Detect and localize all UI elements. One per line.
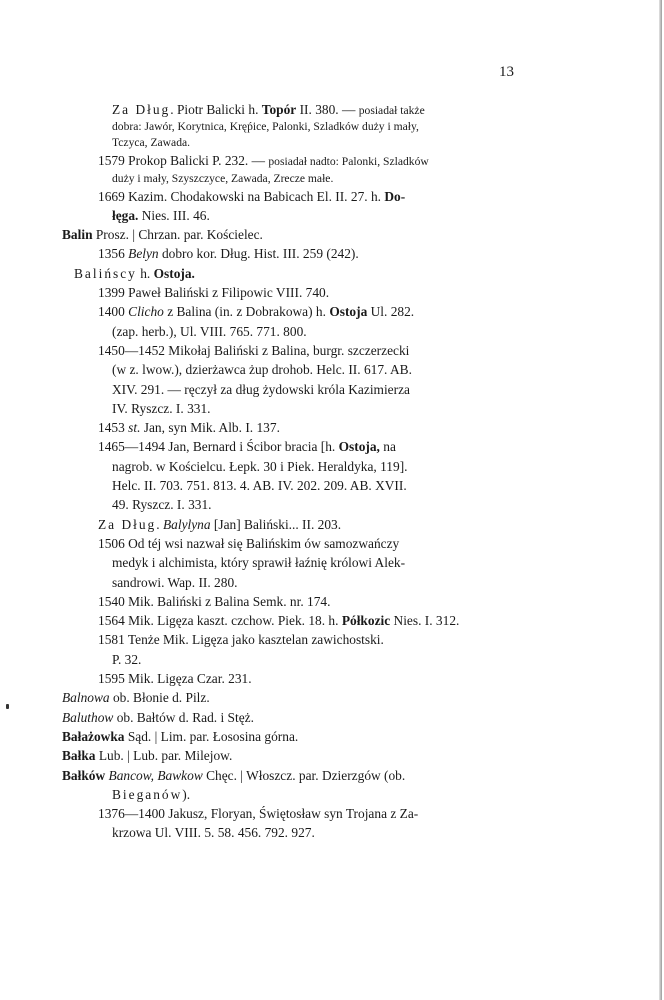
text-segment: 1669 Kazim. Chodakowski na Babicach El. II. 27. h. — [98, 188, 385, 204]
text-segment: dobra: Jawór, Korytnica, Kręṕice, Palonki, Szladków duży i mały, — [112, 120, 419, 134]
text-line — [62, 171, 514, 187]
text-segment: Za Dług — [112, 102, 171, 117]
text-segment: Lub. | Lub. par. Milejow. — [95, 748, 233, 764]
text-segment: Belyn — [128, 246, 159, 262]
text-segment: Helc. II. 703. 751. 813. 4. AB. IV. 202. 209. AB. XVII. — [112, 478, 407, 494]
text-segment: Balińscy — [74, 265, 137, 281]
text-segment: P. 32. — [112, 651, 142, 667]
page-number: 13 — [499, 64, 514, 80]
text-segment: Sąd. | Lim. par. Łososina górna. — [124, 728, 299, 744]
text-segment: posiadał także — [358, 104, 425, 117]
text-segment: Bancow, Bawkow — [108, 767, 203, 783]
text-segment: XIV. 291. — ręczył za dług żydowski króla Kazimierza — [112, 381, 410, 397]
text-line — [62, 669, 514, 688]
text-segment: 1376—1400 Jakusz, Floryan, Świętosław syn Trojana z Za- — [98, 806, 419, 822]
text-segment: Półkozic — [341, 613, 391, 629]
text-segment: Chęc. | Włoszcz. par. Dzierzgów (ob. — [202, 767, 406, 783]
text-segment: 1595 Mik. Ligęza Czar. 231. — [98, 671, 252, 687]
text-segment: Bałażowka — [62, 728, 125, 744]
text-segment: Bałków — [62, 767, 106, 783]
text-segment: Do- — [384, 188, 406, 204]
text-segment: Bałka — [62, 748, 96, 764]
text-line — [62, 727, 514, 746]
text-segment: Ostoja — [329, 304, 368, 320]
text-segment: Za Dług — [98, 516, 157, 532]
text-segment: Prosz. | Chrzan. par. Kościelec. — [92, 227, 263, 243]
text-line — [62, 823, 514, 842]
text-line — [62, 399, 514, 418]
text-segment: 49. Ryszcz. I. 331. — [112, 497, 212, 513]
text-segment: Balin — [62, 227, 93, 243]
text-segment: ob. Błonie d. Pilz. — [109, 690, 210, 706]
text-line — [62, 476, 514, 495]
text-line — [62, 746, 514, 765]
text-segment: 1450—1452 Mikołaj Baliński z Balina, burgr. szczerzecki — [98, 342, 410, 358]
text-segment: 1465—1494 Jan, Bernard i Ścibor bracia [h. — [98, 439, 339, 455]
text-segment: 1399 Paweł Baliński z Filipowic VIII. 740. — [98, 285, 330, 301]
text-segment: h. — [136, 265, 154, 281]
text-segment: II. 380. — — [296, 102, 359, 117]
text-line — [62, 302, 514, 321]
text-segment: dobro kor. Dług. Hist. III. 259 (242). — [158, 246, 359, 262]
text-line — [62, 573, 514, 592]
text-segment: Ostoja, — [338, 439, 380, 455]
text-line — [62, 418, 514, 437]
text-segment: posiadał nadto: Palonki, Szladków — [268, 155, 429, 169]
text-line — [62, 360, 514, 379]
text-segment: duży i mały, Szyszczyce, Zawada, Zrecze małe. — [112, 171, 334, 185]
text-line — [62, 650, 514, 669]
text-segment: Nies. III. 46. — [138, 207, 210, 223]
text-segment: Balnowa — [62, 690, 110, 706]
scan-edge-shadow — [659, 0, 662, 1000]
text-segment: Baluthow — [62, 709, 114, 725]
text-segment: nagrob. w Kościelcu. Łepk. 30 i Piek. Heraldyka, 119]. — [112, 458, 408, 474]
text-segment: 1581 Tenże Mik. Ligęza jako kasztelan zawichostski. — [98, 632, 384, 648]
text-segment: . — [156, 516, 163, 532]
text-segment: (w z. lwow.), dzierżawca żup drohob. Helc. II. 617. AB. — [112, 362, 412, 378]
text-line — [62, 515, 514, 534]
text-segment: łęga. — [112, 207, 139, 223]
text-line — [62, 119, 514, 135]
text-line — [62, 766, 514, 785]
text-segment: Clicho — [128, 304, 164, 320]
text-line — [62, 785, 514, 804]
text-line — [62, 151, 514, 170]
text-line — [62, 283, 514, 302]
text-line — [62, 688, 514, 707]
text-segment: 1453 — [98, 420, 129, 436]
text-line — [62, 495, 514, 514]
text-segment: Balylyna — [162, 516, 211, 532]
text-segment: [Jan] Baliński... II. 203. — [210, 516, 342, 532]
entries-text — [62, 100, 514, 843]
text-line — [62, 244, 514, 263]
text-line — [62, 534, 514, 553]
text-segment: Bieganów — [112, 786, 183, 802]
text-segment: na — [379, 439, 396, 455]
text-segment: 1540 Mik. Baliński z Balina Semk. nr. 174. — [98, 593, 331, 609]
text-segment: z Balina (in. z Dobrakowa) h. — [163, 304, 330, 320]
text-segment: 1356 — [98, 246, 129, 262]
text-segment: 1564 Mik. Ligęza kaszt. czchow. Piek. 18. h. — [98, 613, 342, 629]
text-line — [62, 611, 514, 630]
text-segment: ). — [182, 786, 191, 802]
text-segment: sandrowi. Wap. II. 280. — [112, 574, 238, 590]
text-segment: Jan, syn Mik. Alb. I. 137. — [140, 420, 280, 436]
text-segment: Nies. I. 312. — [390, 613, 460, 629]
text-line — [62, 708, 514, 727]
text-line — [62, 341, 514, 360]
text-line — [62, 380, 514, 399]
text-segment: krzowa Ul. VIII. 5. 58. 456. 792. 927. — [112, 825, 315, 841]
text-segment: IV. Ryszcz. I. 331. — [112, 400, 211, 416]
text-segment: . Piotr Balicki h. — [170, 102, 262, 117]
text-line — [62, 457, 514, 476]
text-segment: Ostoja. — [153, 265, 195, 281]
text-segment: Topór — [261, 102, 297, 117]
text-line — [62, 206, 514, 225]
text-line — [62, 100, 514, 119]
text-line — [62, 553, 514, 572]
text-line — [62, 135, 514, 151]
text-line — [62, 592, 514, 611]
text-segment: 1506 Od téj wsi nazwał się Balińskim ów samozwańczy — [98, 535, 400, 551]
text-segment: 1579 Prokop Balicki P. 232. — — [98, 153, 269, 169]
text-line — [62, 187, 514, 206]
text-line — [62, 804, 514, 823]
text-segment: st. — [128, 420, 141, 436]
text-line — [62, 264, 514, 283]
margin-dot — [6, 704, 9, 709]
text-line — [62, 630, 514, 649]
text-segment: (zap. herb.), Ul. VIII. 765. 771. 800. — [112, 323, 307, 339]
text-line — [62, 322, 514, 341]
text-line — [62, 225, 514, 244]
text-segment: medyk i alchimista, który sprawił łaźnię królowi Alek- — [112, 555, 406, 571]
text-segment: 1400 — [98, 304, 129, 320]
text-segment: ob. Bałtów d. Rad. i Stęż. — [113, 709, 254, 725]
text-segment: Ul. 282. — [367, 304, 415, 320]
text-segment: Tczyca, Zawada. — [112, 136, 191, 150]
text-line — [62, 437, 514, 456]
